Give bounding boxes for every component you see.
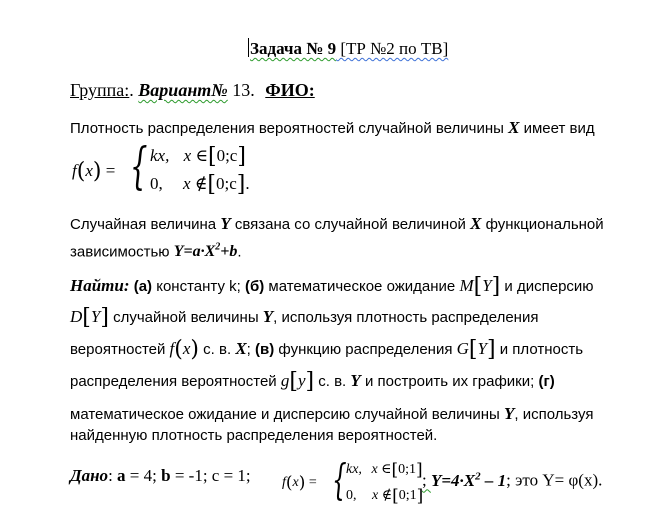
- relation-formula-a: Y=a·X: [173, 243, 216, 261]
- find-d-y: Y: [90, 307, 101, 326]
- variant-value: 13.: [227, 80, 255, 100]
- task-title: [248, 38, 448, 59]
- given-formula: [282, 456, 432, 512]
- density-case2-expr: 0,: [150, 174, 163, 193]
- find-b-text: математическое ожидание: [264, 278, 460, 295]
- density-case-2: 0, x ∉[0;c].: [150, 172, 250, 197]
- density-end-dot: .: [245, 174, 250, 193]
- find-line-4: распределения вероятностей g[y] с. в. Y и построить их графики; (г): [70, 369, 555, 394]
- find-l3-x-var: X: [235, 339, 247, 358]
- given-case-2: 0, x ∉[0;1]: [346, 486, 424, 506]
- given-y-formula: [431, 471, 506, 490]
- find-g-small-y: y: [297, 371, 306, 390]
- given-line-tail: [422, 466, 602, 491]
- find-l3-mid: с. в.: [199, 341, 236, 358]
- find-g-big-y: Y: [477, 339, 487, 358]
- relation-l1-pre: Случайная величина: [70, 216, 221, 233]
- given-a-val: = 4;: [125, 466, 162, 485]
- relation-l1-post: функциональной: [481, 216, 604, 233]
- relation-l2-pre: зависимостью: [70, 243, 174, 261]
- density-formula: [70, 137, 270, 198]
- find-l5-post: , используя: [514, 406, 594, 423]
- find-l4-pre: распределения вероятностей: [70, 373, 281, 390]
- given-lhs: f(x) =: [282, 473, 317, 493]
- density-text-pre: Плотность распределения вероятностей случайной величины: [70, 120, 509, 137]
- given-func-arg: x: [292, 475, 299, 490]
- density-case1-expr: kx,: [150, 146, 170, 165]
- relation-formula-sup: 2: [215, 242, 221, 253]
- find-line-3: вероятностей f(x) с. в. X; (в) функцию распределения G[Y] и плотность: [70, 337, 584, 362]
- density-lhs: f(x) =: [72, 159, 116, 184]
- find-line-2: D[Y] случайной величины Y, используя плотность распределения: [70, 305, 539, 330]
- given-case1-cond: x ∈: [371, 462, 392, 477]
- find-d-label: (г): [538, 373, 555, 390]
- density-case1-interval: 0;c: [216, 146, 238, 165]
- relation-formula: [174, 243, 238, 260]
- find-c-label: (в): [255, 341, 275, 358]
- find-c-post: и плотность: [495, 341, 584, 358]
- given-y-formula-main: Y=4·X: [430, 470, 476, 490]
- density-var-x: X: [508, 118, 520, 137]
- find-l2-post: , используя плотность распределения: [273, 309, 539, 326]
- given-label: Дано: [70, 466, 109, 485]
- given-semi: ; это Y= φ(x).: [506, 470, 603, 490]
- find-l3-pre: вероятностей: [70, 341, 170, 358]
- given-line: [70, 466, 251, 486]
- density-case-1: kx, x ∈[0;c]: [150, 144, 246, 169]
- find-l2-text: случайной величины: [108, 309, 263, 326]
- find-c-text: функцию распределения: [274, 341, 457, 358]
- find-a-text: константу k;: [152, 278, 245, 295]
- group-sep: .: [129, 80, 134, 100]
- find-line-5: [70, 404, 593, 425]
- given-y-formula-tail: – 1: [480, 470, 507, 490]
- density-case2-cond: x ∉: [183, 174, 208, 193]
- given-b-name: b: [161, 466, 171, 485]
- group-line: [70, 80, 315, 100]
- relation-line-1: [70, 214, 604, 235]
- given-brace: {: [332, 455, 347, 504]
- given-a-name: a: [117, 466, 126, 485]
- given-after: ;: [422, 470, 431, 490]
- find-m-y: Y: [482, 276, 492, 295]
- given-case2-interval: 0;1: [398, 488, 417, 503]
- relation-line-2: [70, 238, 242, 262]
- given-y-formula-sup: 2: [475, 470, 481, 482]
- relation-var-y: Y: [220, 214, 231, 233]
- find-line-6: [70, 426, 437, 446]
- density-sentence: [70, 118, 595, 139]
- given-colon: :: [108, 466, 118, 485]
- relation-formula-b: +b: [220, 243, 238, 261]
- group-label: Группа:: [70, 80, 130, 100]
- find-l2-y: Y: [262, 307, 274, 326]
- density-func-arg: x: [85, 161, 93, 180]
- task-title-bold: Задача № 9: [250, 39, 337, 58]
- relation-l1-mid: связана со случайной величиной: [230, 216, 471, 233]
- find-b-and: и дисперсию: [500, 278, 594, 295]
- given-func-f: f: [282, 475, 286, 490]
- relation-var-x: X: [470, 214, 482, 233]
- task-title-rest: [ТР №2 по ТВ]: [336, 39, 449, 58]
- density-brace: {: [130, 137, 148, 195]
- given-case1-expr: kx,: [346, 462, 362, 477]
- find-line-1: Найти: (а) константу k; (б) математическое ожидание M[Y] и дисперсию: [70, 274, 594, 299]
- find-m: M: [459, 276, 474, 295]
- find-l3-f: f: [169, 339, 175, 358]
- given-case1-interval: 0;1: [398, 462, 417, 477]
- density-case1-cond: x ∈: [183, 146, 208, 165]
- given-case2-expr: 0,: [346, 488, 357, 503]
- find-d: D: [70, 307, 83, 326]
- variant-label: Вариант№: [138, 80, 228, 100]
- text-cursor: [248, 38, 249, 57]
- find-a-label: (а): [133, 278, 153, 295]
- given-b-val: = -1; c = 1;: [170, 466, 251, 485]
- given-case-1: kx, x ∈[0;1]: [346, 460, 423, 480]
- find-label: Найти:: [70, 276, 130, 295]
- given-case2-cond: x ∉: [372, 488, 393, 503]
- density-func-f: f: [72, 161, 77, 180]
- find-g-small: g: [280, 371, 290, 390]
- density-text-post: имеет вид: [519, 120, 595, 137]
- find-l4-post: и построить их графики;: [360, 373, 539, 390]
- find-l3-semi: ;: [246, 341, 256, 358]
- find-l5: математическое ожидание и дисперсию случайной величины: [70, 406, 504, 423]
- find-l6: найденную плотность распределения вероятностей.: [70, 427, 438, 444]
- find-b-label: (б): [244, 278, 265, 295]
- find-l4-mid: с. в.: [314, 373, 351, 390]
- find-l5-y: Y: [503, 404, 515, 423]
- relation-l2-end: .: [237, 243, 242, 261]
- find-l4-y: Y: [350, 371, 361, 390]
- find-l3-x: x: [182, 339, 191, 358]
- density-case2-interval: 0;c: [215, 174, 237, 193]
- find-g-big: G: [456, 339, 469, 358]
- fio-label: ФИО:: [265, 80, 315, 100]
